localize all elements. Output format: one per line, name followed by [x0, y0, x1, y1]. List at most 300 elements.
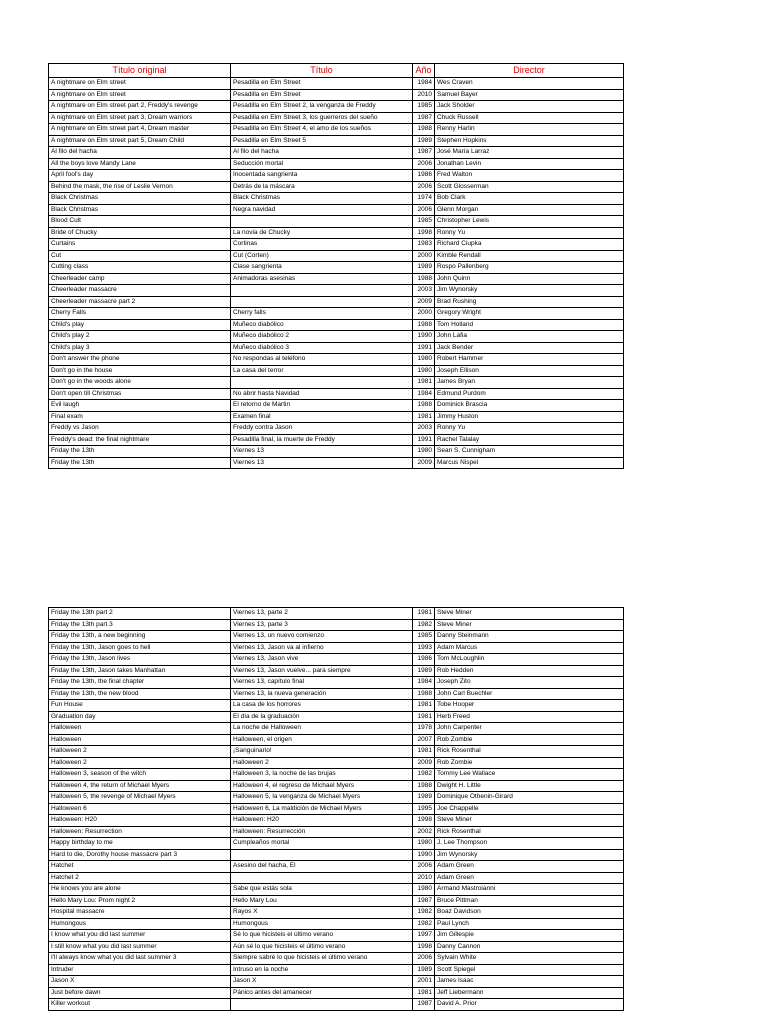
- cell-year: 2002: [413, 826, 435, 838]
- cell-year: 1998: [413, 227, 435, 239]
- cell-original-title: Cheerleader massacre: [49, 285, 231, 297]
- cell-director: Danny Cannon: [435, 941, 624, 953]
- cell-year: 1986: [413, 654, 435, 666]
- table-row: [49, 941, 624, 953]
- cell-director: Ronny Yu: [435, 423, 624, 435]
- cell-original-title: Blood Cult: [49, 216, 231, 228]
- cell-year: 2003: [413, 423, 435, 435]
- cell-director: Joseph Ellison: [435, 365, 624, 377]
- table-row: [49, 423, 624, 435]
- cell-director: Tommy Lee Wallace: [435, 769, 624, 781]
- cell-original-title: He knows you are alone: [49, 884, 231, 896]
- cell-original-title: Child's play: [49, 319, 231, 331]
- cell-year: 2006: [413, 861, 435, 873]
- cell-director: Steve Miner: [435, 619, 624, 631]
- cell-year: 1981: [413, 608, 435, 620]
- table-row: [49, 918, 624, 930]
- table-body: [49, 608, 624, 1011]
- table-row: [49, 665, 624, 677]
- cell-year: 1998: [413, 815, 435, 827]
- table-row: [49, 285, 624, 297]
- cell-original-title: Jason X: [49, 976, 231, 988]
- table-body: [49, 78, 624, 469]
- cell-title: Pánico antes del amanecer: [231, 987, 413, 999]
- cell-director: David A. Prior: [435, 999, 624, 1011]
- cell-original-title: Humongous: [49, 918, 231, 930]
- cell-director: Richard Ciupka: [435, 239, 624, 251]
- cell-director: Adam Green: [435, 861, 624, 873]
- table-row: [49, 78, 624, 90]
- cell-original-title: Don't go in the house: [49, 365, 231, 377]
- cell-director: Bruce Pittman: [435, 895, 624, 907]
- cell-title: Viernes 13, parte 2: [231, 608, 413, 620]
- cell-original-title: Cut: [49, 250, 231, 262]
- table-row: [49, 895, 624, 907]
- table-row: [49, 930, 624, 942]
- table-row: [49, 677, 624, 689]
- table-row: [49, 239, 624, 251]
- cell-director: Jim Wynorsky: [435, 849, 624, 861]
- table-row: [49, 792, 624, 804]
- cell-director: Tom Holland: [435, 319, 624, 331]
- cell-original-title: April fool's day: [49, 170, 231, 182]
- cell-original-title: Friday the 13th, Jason goes to hell: [49, 642, 231, 654]
- cell-original-title: I know what you did last summer: [49, 930, 231, 942]
- cell-director: Bob Clark: [435, 193, 624, 205]
- table-row: [49, 780, 624, 792]
- table-row: [49, 377, 624, 389]
- table-row: [49, 193, 624, 205]
- cell-title: Black Christmas: [231, 193, 413, 205]
- cell-year: 1988: [413, 400, 435, 412]
- cell-director: J. Lee Thompson: [435, 838, 624, 850]
- cell-title: Humongous: [231, 918, 413, 930]
- cell-year: 1980: [413, 365, 435, 377]
- table-row: [49, 861, 624, 873]
- cell-director: Steve Miner: [435, 815, 624, 827]
- cell-director: Danny Steinmann: [435, 631, 624, 643]
- cell-original-title: Cheerleader massacre part 2: [49, 296, 231, 308]
- table-row: [49, 976, 624, 988]
- table-row: [49, 711, 624, 723]
- cell-original-title: Happy birthday to me: [49, 838, 231, 850]
- table-row: [49, 953, 624, 965]
- cell-year: 1984: [413, 677, 435, 689]
- table-row: [49, 342, 624, 354]
- cell-title: Halloween 6, La maldición de Michael Myers: [231, 803, 413, 815]
- cell-director: Samuel Bayer: [435, 89, 624, 101]
- cell-director: José María Larraz: [435, 147, 624, 159]
- cell-year: 2007: [413, 734, 435, 746]
- cell-original-title: Al filo del hacha: [49, 147, 231, 159]
- cell-title: Halloween 4, el regreso de Michael Myers: [231, 780, 413, 792]
- cell-title: Seducción mortal: [231, 158, 413, 170]
- cell-title: No respondas al teléfono: [231, 354, 413, 366]
- cell-director: Adam Green: [435, 872, 624, 884]
- cell-original-title: Cheerleader camp: [49, 273, 231, 285]
- cell-director: Scott Glosserman: [435, 181, 624, 193]
- cell-year: 1988: [413, 273, 435, 285]
- cell-original-title: Fun House: [49, 700, 231, 712]
- cell-original-title: Halloween: Resurrection: [49, 826, 231, 838]
- cell-title: El retorno de Martin: [231, 400, 413, 412]
- cell-original-title: Black Christmas: [49, 193, 231, 205]
- table-row: [49, 631, 624, 643]
- cell-director: Tobe Hooper: [435, 700, 624, 712]
- cell-title: Cherry falls: [231, 308, 413, 320]
- cell-year: 1985: [413, 101, 435, 113]
- cell-year: 2009: [413, 457, 435, 469]
- table-row: [49, 987, 624, 999]
- cell-title: Animadoras asesinas: [231, 273, 413, 285]
- cell-title: Viernes 13: [231, 457, 413, 469]
- cell-year: 1981: [413, 746, 435, 758]
- cell-original-title: Friday the 13th, a new beginning: [49, 631, 231, 643]
- table-row: [49, 723, 624, 735]
- film-table-2: [48, 607, 624, 1011]
- table-row: [49, 746, 624, 758]
- cell-year: 1980: [413, 884, 435, 896]
- table-row: [49, 308, 624, 320]
- cell-director: Brad Rushing: [435, 296, 624, 308]
- cell-original-title: Friday the 13th: [49, 457, 231, 469]
- cell-title: [231, 285, 413, 297]
- cell-title: Sé lo que hicisteis el último verano: [231, 930, 413, 942]
- cell-original-title: Child's play 2: [49, 331, 231, 343]
- cell-original-title: A nightmare on Elm street: [49, 89, 231, 101]
- cell-title: Viernes 13, capítulo final: [231, 677, 413, 689]
- cell-year: 2010: [413, 89, 435, 101]
- cell-year: 2003: [413, 285, 435, 297]
- cell-original-title: Halloween: [49, 723, 231, 735]
- cell-director: John Lafia: [435, 331, 624, 343]
- cell-original-title: Intruder: [49, 964, 231, 976]
- cell-year: 2009: [413, 757, 435, 769]
- table-row: [49, 319, 624, 331]
- cell-title: Halloween: H20: [231, 815, 413, 827]
- cell-original-title: Freddy's dead: the final nightmare: [49, 434, 231, 446]
- cell-original-title: A nightmare on Elm street: [49, 78, 231, 90]
- cell-director: Steve Miner: [435, 608, 624, 620]
- cell-year: 2009: [413, 296, 435, 308]
- table-row: [49, 849, 624, 861]
- cell-title: Intruso en la noche: [231, 964, 413, 976]
- cell-original-title: Final exam: [49, 411, 231, 423]
- cell-year: 1982: [413, 918, 435, 930]
- cell-title: La novia de Chucky: [231, 227, 413, 239]
- table-row: [49, 331, 624, 343]
- cell-year: 2001: [413, 976, 435, 988]
- table-row: [49, 354, 624, 366]
- table-row: [49, 654, 624, 666]
- cell-director: Tom McLoughlin: [435, 654, 624, 666]
- cell-title: La noche de Halloween: [231, 723, 413, 735]
- cell-year: 1993: [413, 642, 435, 654]
- cell-director: Rob Hedden: [435, 665, 624, 677]
- cell-title: Freddy contra Jason: [231, 423, 413, 435]
- cell-year: 1991: [413, 434, 435, 446]
- cell-title: Cortinas: [231, 239, 413, 251]
- cell-year: 1988: [413, 319, 435, 331]
- cell-original-title: Halloween: H20: [49, 815, 231, 827]
- cell-year: 1986: [413, 170, 435, 182]
- cell-title: [231, 377, 413, 389]
- cell-original-title: Freddy vs Jason: [49, 423, 231, 435]
- cell-original-title: Bride of Chucky: [49, 227, 231, 239]
- cell-director: Herb Freed: [435, 711, 624, 723]
- header-original-title: Título original: [49, 64, 231, 78]
- cell-title: [231, 216, 413, 228]
- cell-title: No abrir hasta Navidad: [231, 388, 413, 400]
- cell-director: Paul Lynch: [435, 918, 624, 930]
- table-row: [49, 147, 624, 159]
- cell-director: Jonathan Levin: [435, 158, 624, 170]
- cell-original-title: Halloween 6: [49, 803, 231, 815]
- cell-original-title: I'll always know what you did last summer 3: [49, 953, 231, 965]
- table-row: [49, 608, 624, 620]
- cell-year: 1997: [413, 930, 435, 942]
- cell-original-title: A nightmare on Elm street part 5, Dream Child: [49, 135, 231, 147]
- cell-director: Gregory Wright: [435, 308, 624, 320]
- cell-title: Viernes 13, Jason vuelve... para siempre: [231, 665, 413, 677]
- table-row: [49, 757, 624, 769]
- table-row: [49, 619, 624, 631]
- cell-year: 1998: [413, 941, 435, 953]
- header-director: Director: [435, 64, 624, 78]
- cell-original-title: Hospital massacre: [49, 907, 231, 919]
- cell-original-title: Child's play 3: [49, 342, 231, 354]
- table-row: [49, 365, 624, 377]
- cell-director: Joe Chappelle: [435, 803, 624, 815]
- cell-year: 2006: [413, 158, 435, 170]
- cell-original-title: Friday the 13th, the new blood: [49, 688, 231, 700]
- cell-original-title: A nightmare on Elm street part 4, Dream master: [49, 124, 231, 136]
- cell-director: Jim Wynorsky: [435, 285, 624, 297]
- cell-title: Pesadilla final, la muerte de Freddy: [231, 434, 413, 446]
- cell-title: Pesadilla en Elm Street 5: [231, 135, 413, 147]
- cell-year: 1984: [413, 388, 435, 400]
- cell-year: 1974: [413, 193, 435, 205]
- table-row: [49, 434, 624, 446]
- cell-year: 1981: [413, 411, 435, 423]
- table-row: [49, 388, 624, 400]
- cell-year: 1989: [413, 665, 435, 677]
- cell-original-title: Evil laugh: [49, 400, 231, 412]
- cell-year: 1990: [413, 331, 435, 343]
- cell-title: Cumpleaños mortal: [231, 838, 413, 850]
- cell-year: 2006: [413, 181, 435, 193]
- cell-title: Pesadilla en Elm Street 2, la venganza de Freddy: [231, 101, 413, 113]
- cell-title: Cut (Corten): [231, 250, 413, 262]
- table-row: [49, 446, 624, 458]
- cell-title: Halloween, el origen: [231, 734, 413, 746]
- cell-year: 2006: [413, 953, 435, 965]
- cell-director: Wes Craven: [435, 78, 624, 90]
- cell-director: Jim Gillespie: [435, 930, 624, 942]
- cell-year: 1983: [413, 239, 435, 251]
- cell-year: 1989: [413, 262, 435, 274]
- table-row: [49, 181, 624, 193]
- cell-director: Dwight H. Little: [435, 780, 624, 792]
- cell-year: 2010: [413, 872, 435, 884]
- cell-director: Sylvain White: [435, 953, 624, 965]
- table-row: [49, 204, 624, 216]
- table-row: [49, 135, 624, 147]
- table-row: [49, 101, 624, 113]
- table-row: [49, 826, 624, 838]
- cell-title: [231, 872, 413, 884]
- cell-title: Detrás de la máscara: [231, 181, 413, 193]
- cell-original-title: Friday the 13th, the final chapter: [49, 677, 231, 689]
- table-row: [49, 411, 624, 423]
- cell-title: Muñeco diabólico 3: [231, 342, 413, 354]
- cell-original-title: Friday the 13th part 2: [49, 608, 231, 620]
- cell-original-title: Hard to die, Dorothy house massacre part 3: [49, 849, 231, 861]
- table-row: [49, 884, 624, 896]
- cell-original-title: Friday the 13th: [49, 446, 231, 458]
- cell-title: Pesadilla en Elm Street: [231, 78, 413, 90]
- cell-director: Edmund Purdom: [435, 388, 624, 400]
- cell-director: James Isaac: [435, 976, 624, 988]
- cell-original-title: Hello Mary Lou: Prom night 2: [49, 895, 231, 907]
- cell-year: 1981: [413, 700, 435, 712]
- film-table-1: [48, 63, 624, 469]
- cell-year: 1988: [413, 124, 435, 136]
- table-row: [49, 170, 624, 182]
- cell-original-title: Hatchet 2: [49, 872, 231, 884]
- cell-director: Jack Sholder: [435, 101, 624, 113]
- cell-original-title: Behind the mask, the rise of Leslie Vernon: [49, 181, 231, 193]
- table-row: [49, 815, 624, 827]
- cell-director: James Bryan: [435, 377, 624, 389]
- cell-title: Aún sé lo que hicisteis el último verano: [231, 941, 413, 953]
- cell-year: 1981: [413, 987, 435, 999]
- cell-director: Stephen Hopkins: [435, 135, 624, 147]
- cell-year: 1985: [413, 216, 435, 228]
- cell-title: Sabe que estás sola: [231, 884, 413, 896]
- table-row: [49, 734, 624, 746]
- table-row: [49, 803, 624, 815]
- cell-title: Viernes 13, parte 3: [231, 619, 413, 631]
- cell-year: 1987: [413, 147, 435, 159]
- table-row: [49, 112, 624, 124]
- cell-original-title: Friday the 13th, Jason takes Manhattan: [49, 665, 231, 677]
- cell-year: 1990: [413, 849, 435, 861]
- cell-title: [231, 296, 413, 308]
- cell-original-title: A nightmare on Elm street part 3, Dream warriors: [49, 112, 231, 124]
- cell-director: Rob Zombie: [435, 734, 624, 746]
- cell-original-title: Friday the 13th, Jason lives: [49, 654, 231, 666]
- cell-director: Boaz Davidson: [435, 907, 624, 919]
- cell-original-title: Halloween 2: [49, 757, 231, 769]
- table-row: [49, 158, 624, 170]
- cell-director: Rob Zombie: [435, 757, 624, 769]
- cell-year: 1981: [413, 377, 435, 389]
- table-row: [49, 999, 624, 1011]
- cell-year: 1987: [413, 999, 435, 1011]
- cell-title: Inocentada sangrienta: [231, 170, 413, 182]
- cell-original-title: Curtains: [49, 239, 231, 251]
- cell-year: 1981: [413, 711, 435, 723]
- cell-title: Rayos X: [231, 907, 413, 919]
- cell-director: Fred Walton: [435, 170, 624, 182]
- cell-year: 1982: [413, 619, 435, 631]
- cell-year: 1989: [413, 792, 435, 804]
- cell-director: Dominick Brascia: [435, 400, 624, 412]
- cell-title: Pesadilla en Elm Street 3, los guerreros del sueño: [231, 112, 413, 124]
- cell-director: Christopher Lewis: [435, 216, 624, 228]
- cell-director: Scott Spiegel: [435, 964, 624, 976]
- table-row: [49, 688, 624, 700]
- header-title: Título: [231, 64, 413, 78]
- table-row: [49, 227, 624, 239]
- cell-title: Viernes 13: [231, 446, 413, 458]
- table-row: [49, 457, 624, 469]
- cell-year: 1982: [413, 907, 435, 919]
- cell-director: Jack Bender: [435, 342, 624, 354]
- cell-year: 1980: [413, 446, 435, 458]
- cell-director: Sean S. Cunnigham: [435, 446, 624, 458]
- cell-director: Rachel Talalay: [435, 434, 624, 446]
- cell-title: Pesadilla en Elm Street 4, el amo de los sueños: [231, 124, 413, 136]
- cell-year: 1985: [413, 631, 435, 643]
- cell-year: 1991: [413, 342, 435, 354]
- cell-original-title: All the boys love Mandy Lane: [49, 158, 231, 170]
- table-row: [49, 769, 624, 781]
- table-row: [49, 250, 624, 262]
- cell-title: La casa del terror: [231, 365, 413, 377]
- table-row: [49, 296, 624, 308]
- cell-title: Halloween: Resurrección: [231, 826, 413, 838]
- cell-director: Joseph Zito: [435, 677, 624, 689]
- cell-original-title: A nightmare on Elm street part 2, Freddy's revenge: [49, 101, 231, 113]
- table-row: [49, 872, 624, 884]
- cell-year: 2000: [413, 250, 435, 262]
- cell-director: Chuck Russell: [435, 112, 624, 124]
- cell-director: Dominique Othenin-Girard: [435, 792, 624, 804]
- cell-original-title: Hatchet: [49, 861, 231, 873]
- cell-director: Marcus Nispel: [435, 457, 624, 469]
- table-row: [49, 700, 624, 712]
- cell-year: 1988: [413, 780, 435, 792]
- cell-director: Ronny Yu: [435, 227, 624, 239]
- cell-director: Armand Mastroianni: [435, 884, 624, 896]
- cell-original-title: Black Christmas: [49, 204, 231, 216]
- table-row: [49, 838, 624, 850]
- cell-title: [231, 849, 413, 861]
- cell-original-title: Halloween 5, the revenge of Michael Myers: [49, 792, 231, 804]
- table-row: [49, 642, 624, 654]
- cell-original-title: Just before dawn: [49, 987, 231, 999]
- cell-title: ¡Sanguinario!: [231, 746, 413, 758]
- cell-original-title: Friday the 13th part 3: [49, 619, 231, 631]
- cell-director: John Carpenter: [435, 723, 624, 735]
- table-row: [49, 89, 624, 101]
- cell-title: [231, 999, 413, 1011]
- table-row: [49, 964, 624, 976]
- cell-title: Halloween 2: [231, 757, 413, 769]
- cell-year: 1987: [413, 112, 435, 124]
- cell-title: Viernes 13, Jason vive: [231, 654, 413, 666]
- cell-title: Siempre sabré lo que hicisteis el último verano: [231, 953, 413, 965]
- cell-year: 1989: [413, 964, 435, 976]
- cell-title: Muñeco diabólico: [231, 319, 413, 331]
- header-row: [49, 64, 624, 78]
- cell-original-title: Halloween: [49, 734, 231, 746]
- cell-director: Glenn Morgan: [435, 204, 624, 216]
- cell-original-title: Cherry Falls: [49, 308, 231, 320]
- cell-director: Adam Marcus: [435, 642, 624, 654]
